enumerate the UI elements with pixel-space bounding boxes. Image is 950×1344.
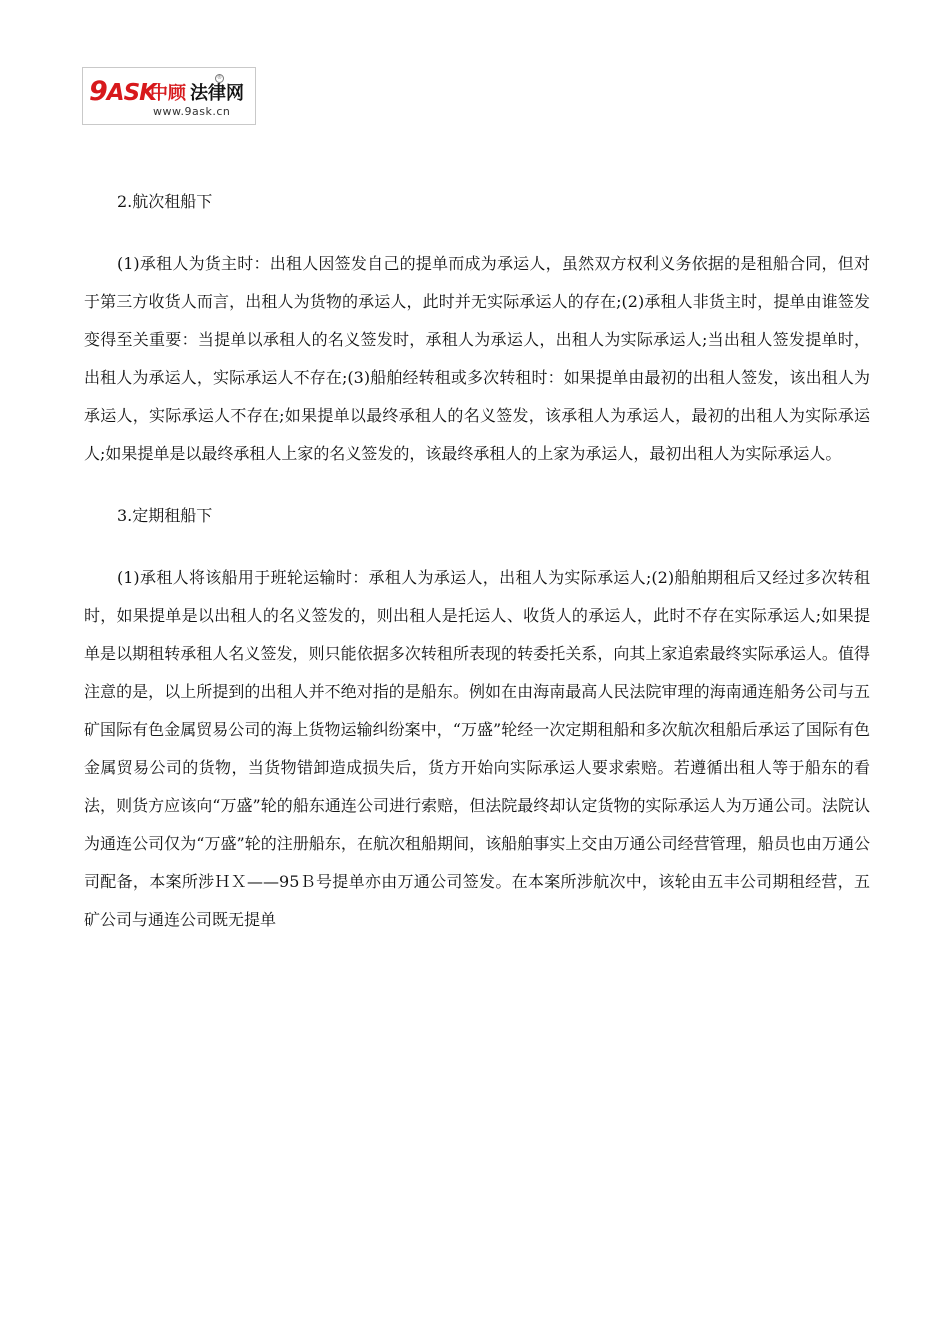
- logo-name-part1: 中顾: [150, 83, 186, 104]
- logo-mark-nine: 9: [89, 76, 107, 107]
- section-heading-voyage-charter: 2.航次租船下: [117, 192, 213, 211]
- document-body: [84, 183, 870, 939]
- logo-site-name: [150, 79, 244, 105]
- section-paragraph-voyage-charter: (1)承租人为货主时：出租人因签发自己的提单而成为承运人，虽然双方权利义务依据的是租船合同，但对于第三方收货人而言，出租人为货物的承运人，此时并无实际承运人的存在;(2)承租人非货主时，提单由谁签发变得至关重要：当提单以承租人的名义签发时，承租人为承运人，出租人为实际承运人;当出租人签发提单时，出租人为承运人，实际承运人不存在;(3)船舶经转租或多次转租时：如果提单由最初的出租人签发，该出租人为承运人，实际承运人不存在;如果提单以最终承租人的名义签发，该承租人为承运人，最初的出租人为实际承运人;如果提单是以最终承租人上家的名义签发的，该最终承租人的上家为承运人，最初出租人为实际承运人。: [84, 254, 870, 463]
- logo-mark-ask: ASK: [106, 80, 156, 106]
- logo-name-part2: 法律网: [190, 83, 244, 104]
- site-logo[interactable]: [82, 67, 256, 125]
- section-heading-time-charter: 3.定期租船下: [117, 506, 213, 525]
- logo-url: www.9ask.cn: [153, 105, 231, 118]
- registered-mark-icon: ®: [217, 75, 222, 81]
- logo-mark: [89, 76, 156, 107]
- section-paragraph-time-charter: (1)承租人将该船用于班轮运输时：承租人为承运人，出租人为实际承运人;(2)船舶期租后又经过多次转租时，如果提单是以出租人的名义签发的，则出租人是托运人、收货人的承运人，此时不存在实际承运人;如果提单是以期租转承租人名义签发，则只能依据多次转租所表现的转委托关系，向其上家追索最终实际承运人。值得注意的是，以上所提到的出租人并不绝对指的是船东。例如在由海南最高人民法院审理的海南通连船务公司与五矿国际有色金属贸易公司的海上货物运输纠纷案中，“万盛”轮经一次定期租船和多次航次租船后承运了国际有色金属贸易公司的货物，当货物错卸造成损失后，货方开始向实际承运人要求索赔。若遵循出租人等于船东的看法，则货方应该向“万盛”轮的船东通连公司进行索赔，但法院最终却认定货物的实际承运人为万通公司。法院认为通连公司仅为“万盛”轮的注册船东，在航次租船期间，该船舶事实上交由万通公司经营管理，船员也由万通公司配备，本案所涉ＨＸ——95Ｂ号提单亦由万通公司签发。在本案所涉航次中，该轮由五丰公司期租经营，五矿公司与通连公司既无提单: [84, 568, 870, 929]
